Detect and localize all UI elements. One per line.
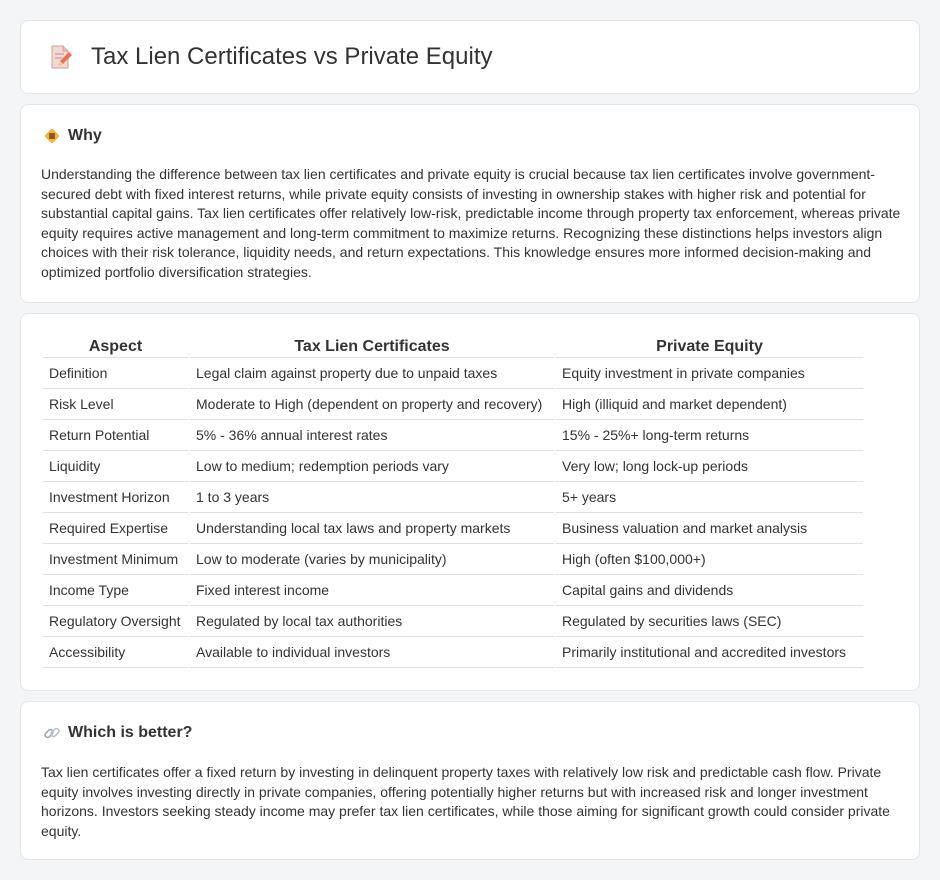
table-row	[43, 575, 863, 606]
private-equity-cell: High (often $100,000+)	[556, 544, 863, 575]
why-card	[20, 104, 920, 303]
private-equity-cell: Business valuation and market analysis	[556, 513, 863, 544]
tax-lien-cell: 5% - 36% annual interest rates	[190, 420, 554, 451]
table-header-row	[43, 336, 863, 358]
column-header-private-equity: Private Equity	[556, 336, 863, 358]
tax-lien-cell: Low to moderate (varies by municipality)	[190, 544, 554, 575]
table-row	[43, 544, 863, 575]
private-equity-cell: 15% - 25%+ long-term returns	[556, 420, 863, 451]
private-equity-cell: High (illiquid and market dependent)	[556, 389, 863, 420]
tax-lien-cell: Understanding local tax laws and property markets	[190, 513, 554, 544]
private-equity-cell: Primarily institutional and accredited investors	[556, 637, 863, 668]
aspect-cell: Accessibility	[43, 637, 188, 668]
comparison-table	[41, 336, 865, 668]
private-equity-cell: Capital gains and dividends	[556, 575, 863, 606]
tax-lien-cell: Available to individual investors	[190, 637, 554, 668]
aspect-cell: Income Type	[43, 575, 188, 606]
better-title: Which is better?	[68, 724, 193, 741]
better-heading	[43, 724, 192, 742]
table-row	[43, 451, 863, 482]
private-equity-cell: Equity investment in private companies	[556, 358, 863, 389]
aspect-cell: Investment Horizon	[43, 482, 188, 513]
aspect-cell: Return Potential	[43, 420, 188, 451]
aspect-cell: Investment Minimum	[43, 544, 188, 575]
tax-lien-cell: Fixed interest income	[190, 575, 554, 606]
aspect-cell: Definition	[43, 358, 188, 389]
tax-lien-cell: 1 to 3 years	[190, 482, 554, 513]
aspect-cell: Liquidity	[43, 451, 188, 482]
why-title: Why	[68, 127, 102, 144]
table-row	[43, 420, 863, 451]
comparison-table-card	[20, 313, 920, 691]
tax-lien-cell: Regulated by local tax authorities	[190, 606, 554, 637]
table-row	[43, 358, 863, 389]
better-text: Tax lien certificates offer a fixed return by investing in delinquent property taxes with relatively low risk and predictable cash flow. Private equity involves investing directly in private companies, offering potentially higher returns but with increased risk and longer investment horizons. Investors seeking steady income may prefer tax lien certificates, while those aiming for significant growth could consider private equity.	[41, 764, 890, 839]
aspect-cell: Required Expertise	[43, 513, 188, 544]
why-text: Understanding the difference between tax lien certificates and private equity is crucial because tax lien certificates involve government-secured debt with fixed interest returns, while private equity consists of investing in ownership stakes with higher risk and potential for substantial capital gains. Tax lien certificates offer relatively low-risk, predictable income through property tax enforcement, whereas private equity requires active management and long-term commitment to maximize returns. Recognizing these distinctions helps investors align choices with their risk tolerance, liquidity needs, and return expectations. This knowledge ensures more informed decision-making and optimized portfolio diversification strategies.	[41, 166, 901, 280]
private-equity-cell: Very low; long lock-up periods	[556, 451, 863, 482]
column-header-aspect: Aspect	[43, 336, 188, 358]
header-card	[20, 20, 920, 94]
aspect-cell: Regulatory Oversight	[43, 606, 188, 637]
column-header-tax-lien: Tax Lien Certificates	[190, 336, 554, 358]
aspect-cell: Risk Level	[43, 389, 188, 420]
tax-lien-cell: Moderate to High (dependent on property and recovery)	[190, 389, 554, 420]
page-title: Tax Lien Certificates vs Private Equity	[91, 43, 493, 70]
table-row	[43, 482, 863, 513]
tax-lien-cell: Low to medium; redemption periods vary	[190, 451, 554, 482]
which-is-better-card	[20, 701, 920, 860]
table-row	[43, 606, 863, 637]
table-row	[43, 389, 863, 420]
private-equity-cell: 5+ years	[556, 482, 863, 513]
diamond-signal-icon	[43, 127, 61, 145]
table-row	[43, 513, 863, 544]
document-pencil-icon	[47, 44, 73, 70]
private-equity-cell: Regulated by securities laws (SEC)	[556, 606, 863, 637]
why-heading	[43, 127, 102, 145]
title-row	[47, 43, 493, 71]
tax-lien-cell: Legal claim against property due to unpaid taxes	[190, 358, 554, 389]
table-row	[43, 637, 863, 668]
link-icon	[43, 724, 61, 742]
